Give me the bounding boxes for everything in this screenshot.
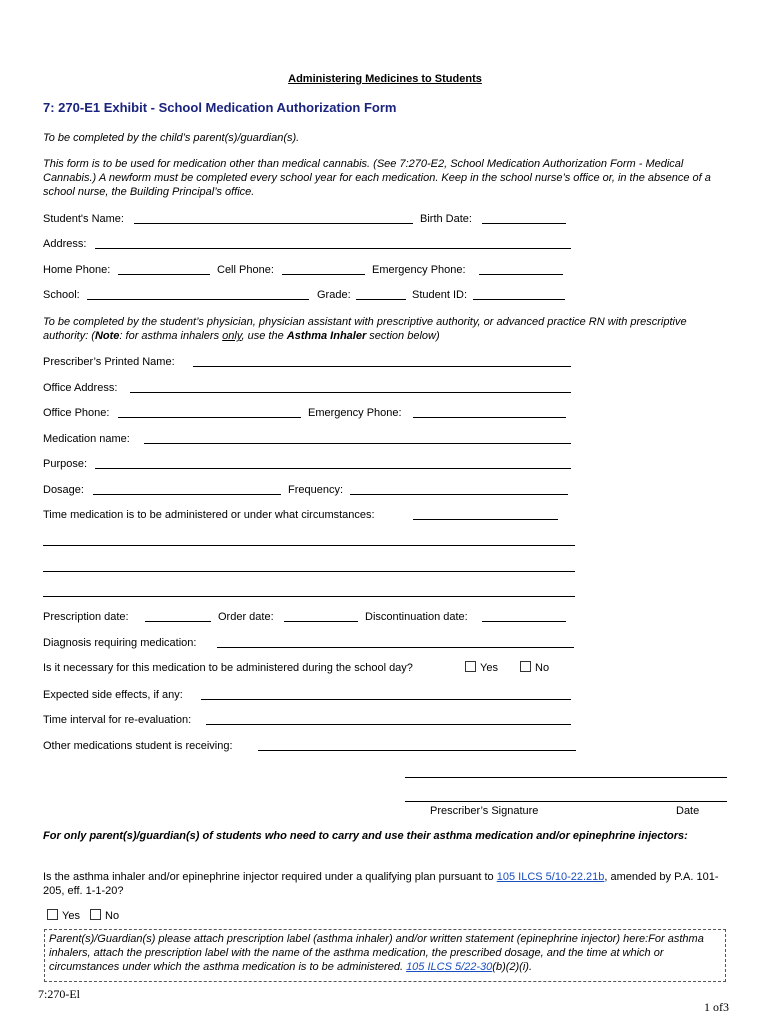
discontinuation-date-field[interactable]	[482, 621, 566, 622]
school-day-yes-option[interactable]	[465, 661, 498, 675]
time-circumstances-line-3[interactable]	[43, 571, 575, 572]
diagnosis-label: Diagnosis requiring medication:	[43, 637, 197, 649]
attach-note-text: Parent(s)/Guardian(s) please attach prescription label (asthma inhaler) and/or written statement (epinephrine injector) here:For asthma inhalers, attach the prescription label with the name of the asthma medication, the prescribed dosage, and the time at which or circumstances under which the asthma medication is to be administered.	[49, 933, 704, 973]
office-address-label: Office Address:	[43, 382, 118, 394]
student-name-label: Student's Name:	[43, 213, 124, 225]
office-address-field[interactable]	[130, 392, 571, 393]
purpose-label: Purpose:	[43, 458, 88, 470]
address-label: Address:	[43, 238, 87, 250]
ilcs-10-22-21b-link[interactable]: 105 ILCS 5/10-22.21b	[496, 871, 605, 883]
asthma-inhaler-emphasis: Asthma Inhaler	[286, 330, 367, 342]
student-id-field[interactable]	[473, 299, 565, 300]
prescriber-name-label: Prescriber’s Printed Name:	[43, 356, 175, 368]
other-medications-label: Other medications student is receiving:	[43, 740, 233, 752]
ilcs-22-30-link[interactable]: 105 ILCS 5/22-30	[406, 961, 493, 973]
prescriber-instruction	[43, 315, 725, 343]
signature-date-label: Date	[676, 805, 700, 817]
prescription-date-field[interactable]	[145, 621, 211, 622]
note-label: Note	[94, 330, 120, 342]
school-day-question: Is it necessary for this medication to be administered during the school day?	[43, 662, 413, 674]
address-field[interactable]	[95, 248, 571, 249]
asthma-question-text-2: , amended by P.A. 101-205, eff. 1-1-20?	[43, 871, 719, 897]
emergency-phone-label: Emergency Phone:	[372, 264, 466, 276]
cell-phone-field[interactable]	[282, 274, 365, 275]
document-code: 7:270-El	[38, 987, 80, 1001]
cell-phone-label: Cell Phone:	[217, 264, 274, 276]
only-emphasis: only	[222, 330, 242, 342]
attach-label-box[interactable]	[44, 929, 726, 982]
section-title: Administering Medicines to Students	[288, 73, 482, 85]
frequency-label: Frequency:	[288, 484, 344, 496]
grade-field[interactable]	[356, 299, 406, 300]
medication-name-field[interactable]	[144, 443, 571, 444]
order-date-label: Order date:	[218, 611, 274, 623]
asthma-no-checkbox[interactable]	[90, 909, 101, 920]
order-date-field[interactable]	[284, 621, 358, 622]
asthma-no-label: No	[105, 910, 120, 922]
time-circumstances-field[interactable]	[413, 519, 558, 520]
other-medications-field[interactable]	[258, 750, 576, 751]
discontinuation-date-label: Discontinuation date:	[365, 611, 468, 623]
page-number: 1 of3	[704, 1000, 729, 1014]
yes-label: Yes	[480, 662, 498, 674]
signature-label: Prescriber’s Signature	[430, 805, 539, 817]
prescription-date-label: Prescription date:	[43, 611, 129, 623]
prescriber-emergency-phone-field[interactable]	[413, 417, 566, 418]
prescriber-instruction-text-3: , use the	[241, 330, 287, 342]
prescriber-emergency-phone-label: Emergency Phone:	[308, 407, 402, 419]
yes-checkbox[interactable]	[465, 661, 476, 672]
prescriber-name-field[interactable]	[193, 366, 571, 367]
form-usage-paragraph: This form is to be used for medication other than medical cannabis. (See 7:270-E2, School Medication Authorization Form - Medical Cannabis.) A newform must be completed every school year for each medication. Keep in the school nurse’s office or, in the absence of a school nurse, the Building Principal’s office.	[43, 158, 711, 198]
asthma-yes-option[interactable]	[47, 909, 80, 923]
no-checkbox[interactable]	[520, 661, 531, 672]
time-circumstances-line-2[interactable]	[43, 545, 575, 546]
office-phone-label: Office Phone:	[43, 407, 110, 419]
home-phone-label: Home Phone:	[43, 264, 111, 276]
diagnosis-field[interactable]	[217, 647, 574, 648]
signature-line-1[interactable]	[405, 777, 727, 778]
asthma-no-option[interactable]	[90, 909, 119, 923]
student-id-label: Student ID:	[412, 289, 468, 301]
home-phone-field[interactable]	[118, 274, 210, 275]
attach-note-text-2: (b)(2)(i).	[492, 961, 533, 973]
reevaluation-field[interactable]	[206, 724, 571, 725]
school-label: School:	[43, 289, 80, 301]
birth-date-label: Birth Date:	[420, 213, 472, 225]
side-effects-field[interactable]	[201, 699, 571, 700]
prescriber-instruction-text: To be completed by the student’s physician, physician assistant with prescriptive authority, or advanced practice RN with prescriptive authority: (	[43, 316, 687, 342]
office-phone-field[interactable]	[118, 417, 301, 418]
dosage-field[interactable]	[93, 494, 281, 495]
prescriber-instruction-text-2: : for asthma inhalers	[119, 330, 223, 342]
side-effects-label: Expected side effects, if any:	[43, 689, 183, 701]
signature-line-2[interactable]	[405, 801, 727, 802]
asthma-question-text: Is the asthma inhaler and/or epinephrine injector required under a qualifying plan pursuant to	[43, 871, 497, 883]
student-name-field[interactable]	[134, 223, 413, 224]
time-circumstances-line-4[interactable]	[43, 596, 575, 597]
no-label: No	[535, 662, 550, 674]
grade-label: Grade:	[317, 289, 351, 301]
purpose-field[interactable]	[95, 468, 571, 469]
school-field[interactable]	[87, 299, 309, 300]
birth-date-field[interactable]	[482, 223, 566, 224]
dosage-label: Dosage:	[43, 484, 84, 496]
time-circumstances-label: Time medication is to be administered or under what circumstances:	[43, 509, 375, 521]
attach-label-instruction	[49, 932, 721, 974]
emergency-phone-field[interactable]	[479, 274, 563, 275]
frequency-field[interactable]	[350, 494, 568, 495]
form-title: 7: 270-E1 Exhibit - School Medication Authorization Form	[43, 100, 397, 115]
medication-name-label: Medication name:	[43, 433, 130, 445]
asthma-heading: For only parent(s)/guardian(s) of students who need to carry and use their asthma medication and/or epinephrine injectors:	[43, 830, 688, 842]
asthma-yes-label: Yes	[62, 910, 80, 922]
parent-instruction: To be completed by the child’s parent(s)/guardian(s).	[43, 132, 300, 144]
school-day-no-option[interactable]	[520, 661, 549, 675]
asthma-plan-question	[43, 870, 725, 898]
prescriber-instruction-text-4: section below)	[366, 330, 440, 342]
reevaluation-label: Time interval for re-evaluation:	[43, 714, 192, 726]
asthma-yes-checkbox[interactable]	[47, 909, 58, 920]
